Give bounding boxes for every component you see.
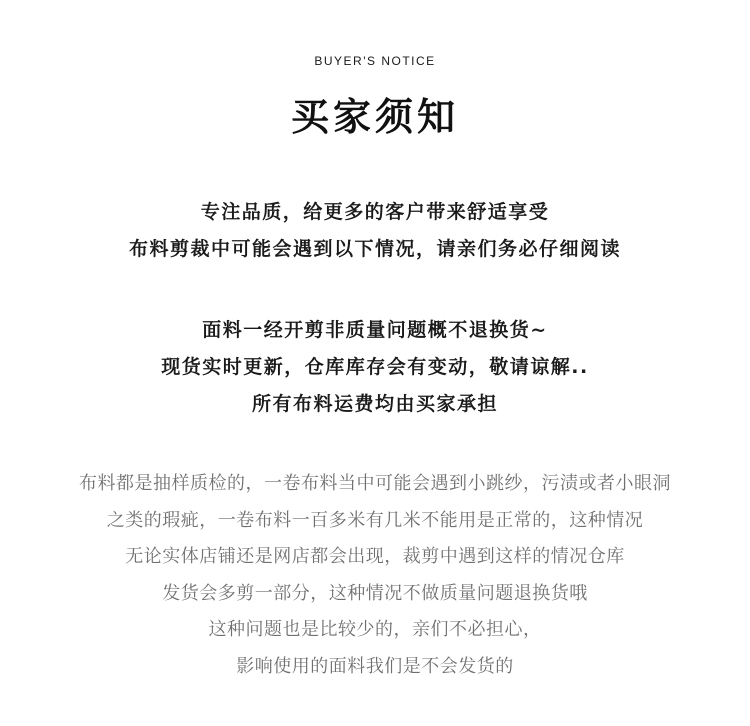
policy-line: 面料一经开剪非质量问题概不退换货~ [202,319,548,341]
detail-line: 无论实体店铺还是网店都会出现，裁剪中遇到这样的情况仓库 [125,546,625,567]
detail-line: 布料都是抽样质检的，一卷布料当中可能会遇到小跳纱，污渍或者小眼洞 [79,473,671,494]
detail-line: 发货会多剪一部分，这种情况不做质量问题退换货哦 [162,582,588,604]
intro-line: 专注品质，给更多的客户带来舒适享受 [200,201,550,223]
policy-line: 现货实时更新，仓库库存会有变动，敬请谅解.. [161,356,589,378]
detail-line: 影响使用的面料我们是不会发货的 [236,655,514,677]
policy-section [0,312,750,423]
notice-title: 买家须知 [290,95,459,139]
detail-line: 之类的瑕疵，一卷布料一百多米有几米不能用是正常的，这种情况 [106,509,644,531]
notice-subtitle: BUYER'S NOTICE [314,54,436,68]
intro-line: 布料剪裁中可能会遇到以下情况，请亲们务必仔细阅读 [128,238,621,260]
detail-line: 这种问题也是比较少的，亲们不必担心， [208,619,542,640]
intro-section [0,194,750,268]
policy-line: 所有布料运费均由买家承担 [251,393,498,415]
detail-section [0,466,750,685]
